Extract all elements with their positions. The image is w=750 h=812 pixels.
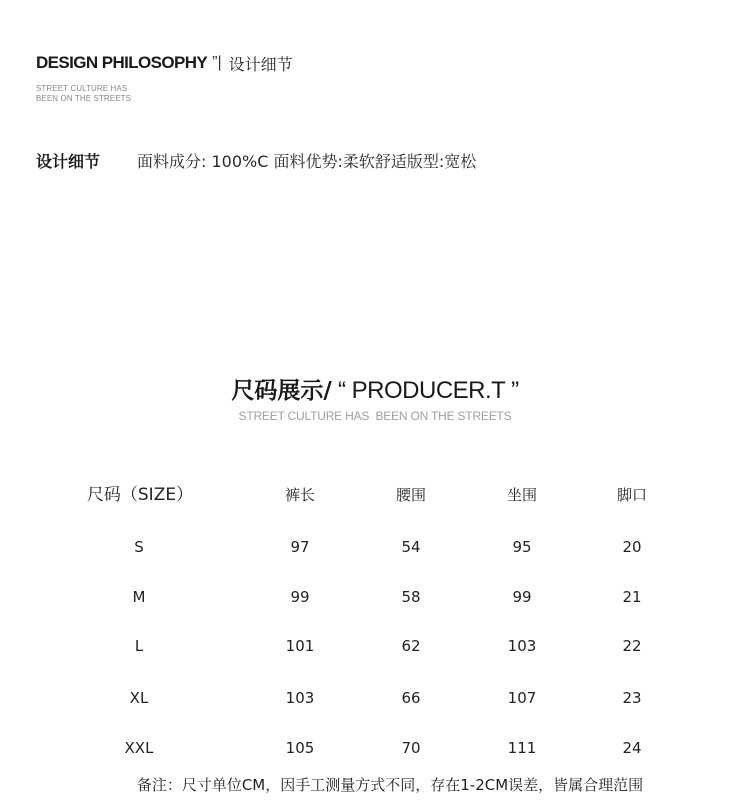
header-waist: 腰围 [395, 486, 426, 504]
cell-hip: 111 [507, 739, 537, 757]
cell-length: 101 [285, 637, 315, 655]
size-title-chinese: 尺码展示/ [231, 378, 332, 404]
cell-hem: 24 [622, 739, 642, 757]
size-section-subtitle: STREET CULTURE HAS BEEN ON THE STREETS [238, 409, 512, 423]
header-size: 尺码（SIZE） [86, 485, 194, 505]
cell-hem: 23 [622, 689, 642, 707]
header-length: 裤长 [284, 486, 315, 504]
cell-size: M [132, 588, 146, 606]
table-row [0, 530, 750, 564]
cell-waist: 58 [401, 588, 421, 606]
design-details-label: 设计细节 [36, 151, 101, 171]
design-details-text: 面料成分: 100%C 面料优势:柔软舒适版型:宽松 [137, 151, 477, 171]
cell-hip: 107 [507, 689, 537, 707]
cell-size: XXL [124, 739, 154, 757]
cell-hem: 20 [622, 538, 642, 556]
cell-hip: 95 [512, 538, 532, 556]
cell-waist: 62 [401, 637, 421, 655]
table-row [0, 580, 750, 614]
size-table-header-row [0, 478, 750, 512]
tagline-line-2: BEEN ON THE STREETS [36, 94, 132, 103]
cell-hip: 103 [507, 637, 537, 655]
section-title-design-philosophy [36, 52, 293, 74]
cell-length: 97 [290, 538, 310, 556]
cell-hem: 22 [622, 637, 642, 655]
cell-length: 103 [285, 689, 315, 707]
tagline-line-1: STREET CULTURE HAS [36, 84, 128, 93]
size-table [0, 478, 750, 757]
section-title-chinese: 设计细节 [228, 54, 293, 74]
header-hip: 坐围 [506, 486, 537, 504]
table-row [0, 731, 750, 765]
cell-hem: 21 [622, 588, 642, 606]
cell-size: L [134, 637, 144, 655]
cell-waist: 54 [401, 538, 421, 556]
cell-waist: 66 [401, 689, 421, 707]
table-row [0, 681, 750, 715]
title-separator: ”| [212, 54, 222, 71]
cell-hip: 99 [512, 588, 532, 606]
cell-length: 99 [290, 588, 310, 606]
table-row [0, 629, 750, 663]
header-hem: 脚口 [616, 486, 647, 504]
cell-size: XL [129, 689, 149, 707]
design-details-row [36, 148, 476, 172]
tagline-small [36, 84, 131, 104]
size-title-english: “ PRODUCER.T ” [331, 377, 519, 404]
section-title-english: DESIGN PHILOSOPHY [36, 53, 208, 72]
cell-size: S [134, 538, 144, 556]
size-section-title [0, 372, 750, 405]
cell-waist: 70 [401, 739, 421, 757]
size-footnote: 备注：尺寸单位CM，因手工测量方式不同，存在1-2CM误差，皆属合理范围 [136, 776, 644, 794]
cell-length: 105 [285, 739, 315, 757]
